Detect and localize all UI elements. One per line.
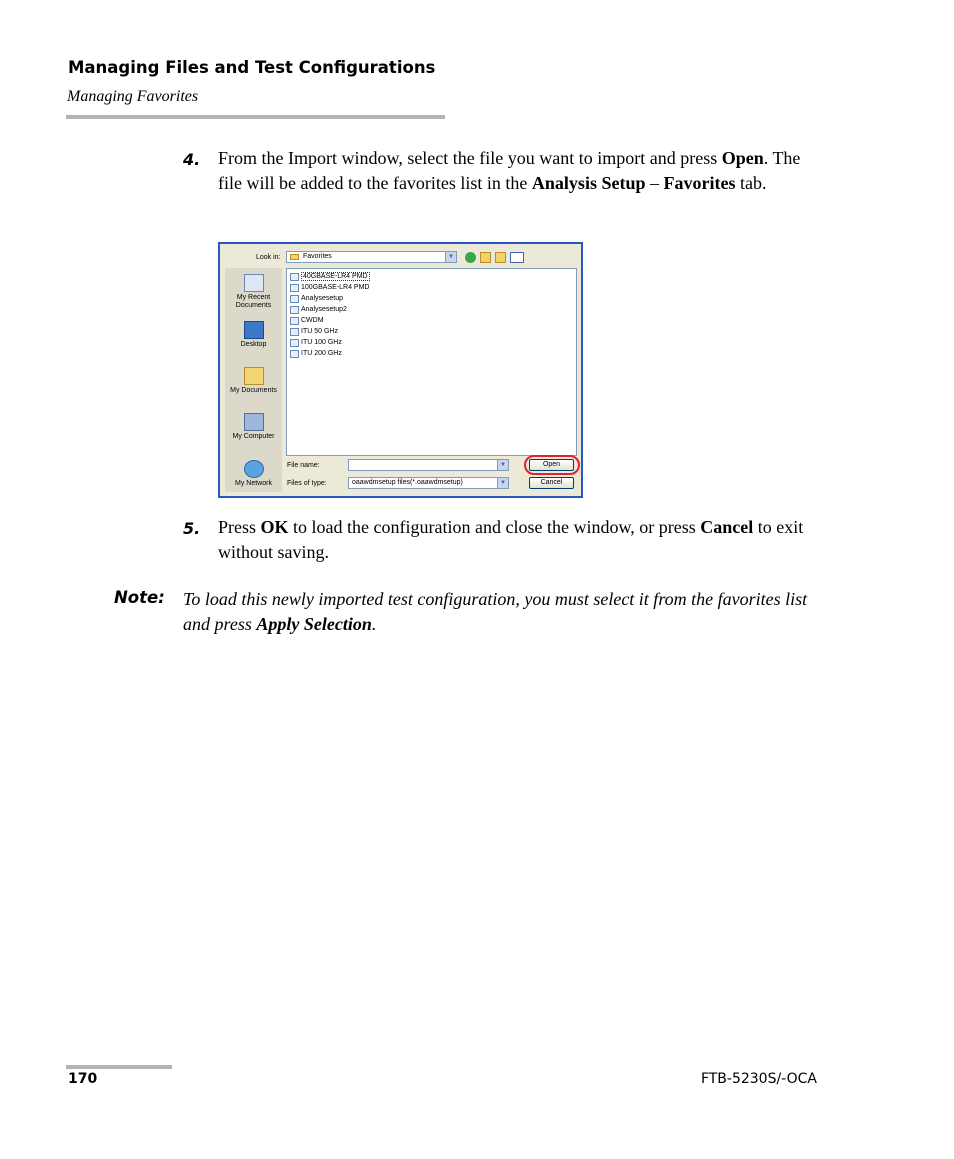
place-label: My Computer xyxy=(232,433,275,440)
file-name-label: File name: xyxy=(287,462,320,469)
product-model: FTB-5230S/-OCA xyxy=(700,1071,817,1087)
step-5-text-part: to load the configuration and close the window, or press xyxy=(288,517,701,537)
step-4-text-part: From the Import window, select the file you want to import and press xyxy=(218,148,722,168)
place-my-computer[interactable] xyxy=(225,413,282,441)
file-icon xyxy=(290,306,299,314)
file-type-label: Files of type: xyxy=(287,480,327,487)
file-type-value: oaawdmsetup files(*.oaawdmsetup) xyxy=(352,479,463,486)
step-5-bold-ok: OK xyxy=(260,517,289,537)
header-rule xyxy=(66,115,445,119)
place-label: My Network xyxy=(235,480,272,487)
footer-rule xyxy=(66,1065,172,1069)
file-icon xyxy=(290,317,299,325)
file-item[interactable] xyxy=(289,294,343,304)
step-4-text-part: – xyxy=(645,173,664,193)
my-network-icon xyxy=(244,460,264,478)
place-label: My Documents xyxy=(230,387,277,394)
file-item[interactable] xyxy=(289,327,338,337)
step-5-number: 5. xyxy=(183,519,201,538)
file-item[interactable] xyxy=(289,338,342,348)
file-item[interactable] xyxy=(289,283,369,293)
file-icon xyxy=(290,284,299,292)
file-icon xyxy=(290,339,299,347)
recent-documents-icon xyxy=(244,274,264,292)
file-icon xyxy=(290,273,299,281)
file-icon xyxy=(290,328,299,336)
step-5-text-part: Press xyxy=(218,517,261,537)
file-icon xyxy=(290,350,299,358)
my-documents-icon xyxy=(244,367,264,385)
file-item[interactable] xyxy=(289,316,324,326)
running-header-subtitle: Managing Favorites xyxy=(67,88,199,105)
note-text-part: To load this newly imported test configuration, you must select it from the favorites list and press xyxy=(183,589,808,634)
page-number: 170 xyxy=(68,1071,98,1087)
open-button[interactable]: Open xyxy=(529,459,574,471)
desktop-icon xyxy=(244,321,264,339)
file-item-label: Analysesetup2 xyxy=(301,306,347,313)
place-my-recent-documents[interactable] xyxy=(225,274,282,310)
file-item-label: ITU 50 GHz xyxy=(301,328,338,335)
file-item[interactable] xyxy=(289,305,347,315)
file-item-label: 100GBASE-LR4 PMD xyxy=(301,284,370,291)
file-item[interactable] xyxy=(289,272,370,282)
file-item-label: Analysesetup xyxy=(301,295,344,302)
step-4-text xyxy=(218,146,828,196)
place-desktop[interactable] xyxy=(225,321,282,349)
places-bar xyxy=(225,268,282,492)
step-4-bold-analysis-setup: Analysis Setup xyxy=(531,173,646,193)
open-button-highlight xyxy=(524,455,580,475)
place-label: Desktop xyxy=(240,341,267,348)
file-item[interactable] xyxy=(289,349,342,359)
folder-icon xyxy=(290,254,299,260)
my-computer-icon xyxy=(244,413,264,431)
look-in-combo[interactable] xyxy=(286,251,457,263)
note-text-part: . xyxy=(371,614,377,634)
file-item-label: 40GBASE-LR4 PMD xyxy=(303,273,368,280)
cancel-button[interactable]: Cancel xyxy=(529,477,574,489)
chevron-down-icon[interactable]: ▼ xyxy=(497,478,508,488)
chevron-down-icon[interactable]: ▼ xyxy=(445,252,456,262)
new-folder-icon[interactable] xyxy=(495,252,506,263)
file-item-label: ITU 100 GHz xyxy=(301,339,342,346)
file-type-select[interactable] xyxy=(348,477,509,489)
file-name-input[interactable] xyxy=(348,459,509,471)
step-4-text-part: . The file will be added to the favorites list in the xyxy=(218,148,801,193)
step-4-number: 4. xyxy=(183,150,201,169)
note-bold-apply-selection: Apply Selection xyxy=(256,614,372,634)
file-icon xyxy=(290,295,299,303)
file-item-label: CWDM xyxy=(301,317,324,324)
step-4-text-part: tab. xyxy=(735,173,767,193)
import-dialog xyxy=(218,242,583,498)
look-in-value: Favorites xyxy=(303,253,332,260)
step-4-bold-favorites: Favorites xyxy=(663,173,736,193)
note-text xyxy=(183,587,823,637)
file-list[interactable] xyxy=(286,268,577,456)
place-label: My Recent Documents xyxy=(235,294,272,309)
step-5-text-part: to exit without saving. xyxy=(218,517,804,562)
view-menu-icon[interactable] xyxy=(510,252,524,263)
chevron-down-icon[interactable]: ▼ xyxy=(497,460,508,470)
up-folder-icon[interactable] xyxy=(480,252,491,263)
place-my-documents[interactable] xyxy=(225,367,282,395)
place-my-network[interactable] xyxy=(225,460,282,488)
note-label: Note: xyxy=(114,588,165,607)
running-header-title: Managing Files and Test Configurations xyxy=(68,58,436,77)
step-4-bold-open: Open xyxy=(721,148,764,168)
step-5-bold-cancel: Cancel xyxy=(700,517,754,537)
file-item-label: ITU 200 GHz xyxy=(301,350,342,357)
look-in-label: Look in: xyxy=(256,254,281,261)
step-5-text xyxy=(218,515,828,565)
back-icon[interactable] xyxy=(465,252,476,263)
